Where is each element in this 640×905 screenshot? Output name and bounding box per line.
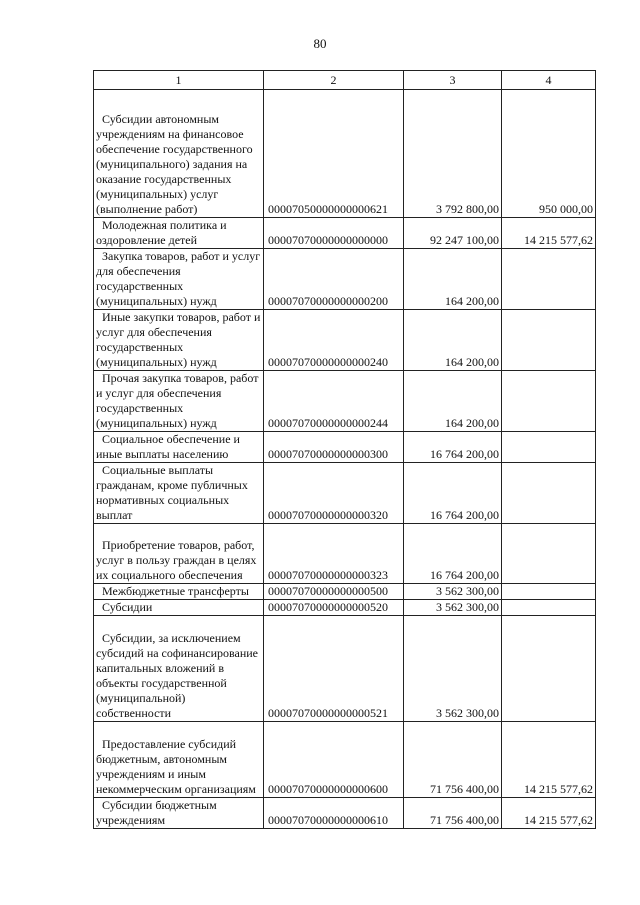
row-code-cell: 00007070000000000244 bbox=[264, 371, 404, 432]
row-amount2-cell bbox=[502, 524, 596, 584]
row-amount-cell: 3 792 800,00 bbox=[404, 90, 502, 218]
row-amount-cell: 16 764 200,00 bbox=[404, 463, 502, 524]
row-code-cell: 00007070000000000323 bbox=[264, 524, 404, 584]
row-amount2-cell: 950 000,00 bbox=[502, 90, 596, 218]
row-amount2-cell bbox=[502, 432, 596, 463]
row-name-cell: Субсидии bbox=[94, 600, 264, 616]
table-row bbox=[94, 218, 596, 249]
row-amount2-cell bbox=[502, 584, 596, 600]
row-name-cell: Субсидии бюджетным учреждениям bbox=[94, 798, 264, 829]
row-name-cell: Предоставление субсидий бюджетным, автономным учреждениям и иным некоммерческим организациям bbox=[94, 722, 264, 798]
row-code-cell: 00007070000000000610 bbox=[264, 798, 404, 829]
row-amount-cell: 16 764 200,00 bbox=[404, 432, 502, 463]
row-amount2-cell bbox=[502, 463, 596, 524]
row-amount-cell: 164 200,00 bbox=[404, 310, 502, 371]
row-name-cell: Иные закупки товаров, работ и услуг для обеспечения государственных (муниципальных) нужд bbox=[94, 310, 264, 371]
table-row bbox=[94, 310, 596, 371]
row-name-cell: Социальное обеспечение и иные выплаты населению bbox=[94, 432, 264, 463]
table-row bbox=[94, 371, 596, 432]
table-row bbox=[94, 798, 596, 829]
table-row bbox=[94, 722, 596, 798]
row-name-cell: Социальные выплаты гражданам, кроме публичных нормативных социальных выплат bbox=[94, 463, 264, 524]
row-code-cell: 00007050000000000621 bbox=[264, 90, 404, 218]
row-name-cell: Приобретение товаров, работ, услуг в пользу граждан в целях их социального обеспечения bbox=[94, 524, 264, 584]
row-amount2-cell: 14 215 577,62 bbox=[502, 798, 596, 829]
row-amount-cell: 3 562 300,00 bbox=[404, 616, 502, 722]
row-amount2-cell: 14 215 577,62 bbox=[502, 722, 596, 798]
row-code-cell: 00007070000000000000 bbox=[264, 218, 404, 249]
row-code-cell: 00007070000000000600 bbox=[264, 722, 404, 798]
row-amount-cell: 164 200,00 bbox=[404, 249, 502, 310]
budget-table bbox=[93, 70, 596, 829]
row-amount2-cell bbox=[502, 616, 596, 722]
table-row bbox=[94, 616, 596, 722]
row-amount-cell: 71 756 400,00 bbox=[404, 798, 502, 829]
table-row bbox=[94, 463, 596, 524]
row-name-cell: Закупка товаров, работ и услуг для обеспечения государственных (муниципальных) нужд bbox=[94, 249, 264, 310]
row-amount-cell: 16 764 200,00 bbox=[404, 524, 502, 584]
table-header-row bbox=[94, 71, 596, 90]
row-code-cell: 00007070000000000521 bbox=[264, 616, 404, 722]
row-name-cell: Молодежная политика и оздоровление детей bbox=[94, 218, 264, 249]
row-amount-cell: 3 562 300,00 bbox=[404, 600, 502, 616]
row-amount-cell: 71 756 400,00 bbox=[404, 722, 502, 798]
row-name-cell: Межбюджетные трансферты bbox=[94, 584, 264, 600]
column-header-4: 4 bbox=[502, 71, 596, 90]
row-amount2-cell bbox=[502, 371, 596, 432]
row-amount2-cell bbox=[502, 600, 596, 616]
page-number: 80 bbox=[313, 36, 327, 51]
row-code-cell: 00007070000000000500 bbox=[264, 584, 404, 600]
table-row bbox=[94, 432, 596, 463]
row-code-cell: 00007070000000000200 bbox=[264, 249, 404, 310]
table-row bbox=[94, 584, 596, 600]
row-name-cell: Прочая закупка товаров, работ и услуг для обеспечения государственных (муниципальных) нужд bbox=[94, 371, 264, 432]
row-code-cell: 00007070000000000240 bbox=[264, 310, 404, 371]
column-header-2: 2 bbox=[264, 71, 404, 90]
table-row bbox=[94, 90, 596, 218]
row-code-cell: 00007070000000000520 bbox=[264, 600, 404, 616]
column-header-3: 3 bbox=[404, 71, 502, 90]
row-amount-cell: 92 247 100,00 bbox=[404, 218, 502, 249]
row-code-cell: 00007070000000000320 bbox=[264, 463, 404, 524]
row-amount-cell: 3 562 300,00 bbox=[404, 584, 502, 600]
row-amount2-cell bbox=[502, 310, 596, 371]
table-row bbox=[94, 249, 596, 310]
row-name-cell: Субсидии автономным учреждениям на финансовое обеспечение государственного (муниципального) задания на оказание государственных (муниципальных) услуг (выполнение работ) bbox=[94, 90, 264, 218]
row-amount2-cell bbox=[502, 249, 596, 310]
table-row bbox=[94, 524, 596, 584]
row-amount-cell: 164 200,00 bbox=[404, 371, 502, 432]
table-row bbox=[94, 600, 596, 616]
row-amount2-cell: 14 215 577,62 bbox=[502, 218, 596, 249]
column-header-1: 1 bbox=[94, 71, 264, 90]
row-code-cell: 00007070000000000300 bbox=[264, 432, 404, 463]
row-name-cell: Субсидии, за исключением субсидий на софинансирование капитальных вложений в объекты государственной (муниципальной) собственности bbox=[94, 616, 264, 722]
